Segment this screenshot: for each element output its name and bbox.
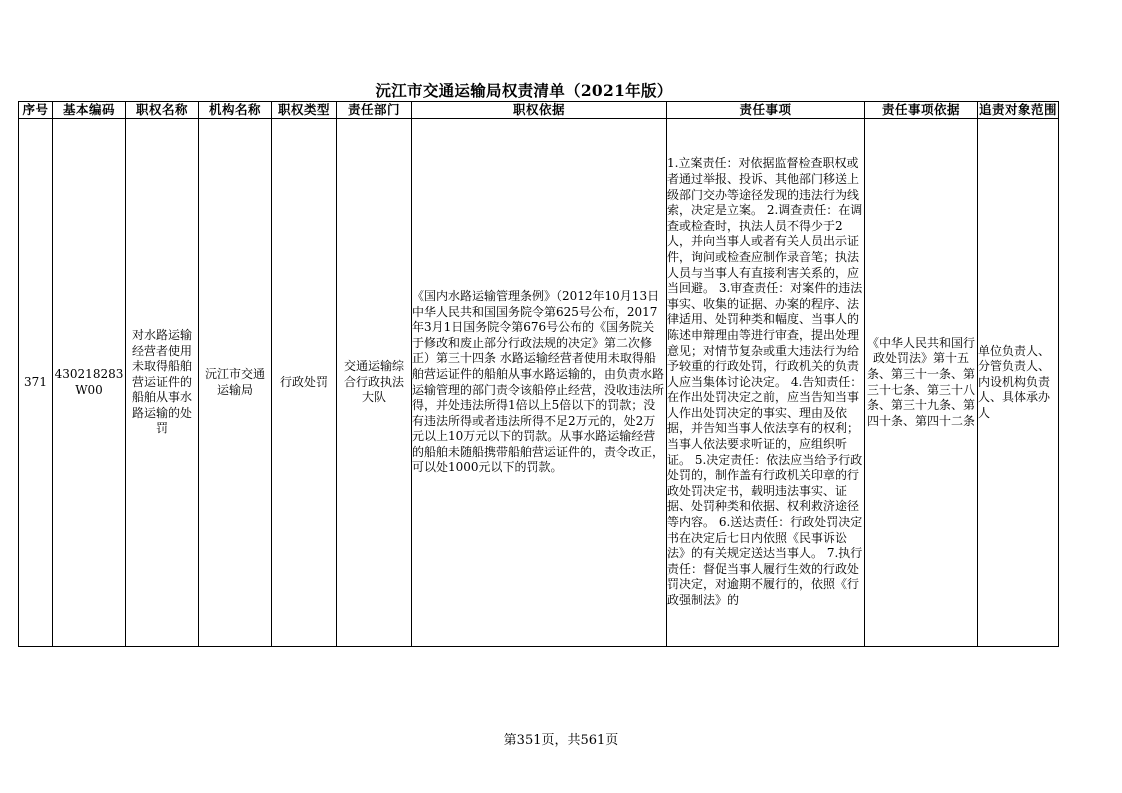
cell-duty-basis: 《中华人民共和国行政处罚法》第十五条、第三十一条、第三十七条、第三十八条、第三十九条、第四十条、第四十二条 <box>865 119 978 647</box>
cell-power-type: 行政处罚 <box>272 119 337 647</box>
cell-seq: 371 <box>19 119 53 647</box>
header-duty-basis: 责任事项依据 <box>865 102 978 119</box>
cell-dept: 交通运输综合行政执法大队 <box>337 119 412 647</box>
header-power-name: 职权名称 <box>126 102 199 119</box>
table-row <box>19 119 1059 647</box>
header-basis: 职权依据 <box>412 102 667 119</box>
cell-code: 430218283W00 <box>53 119 126 647</box>
header-code: 基本编码 <box>53 102 126 119</box>
header-org-name: 机构名称 <box>199 102 272 119</box>
document-title: 沅江市交通运输局权责清单（2021年版） <box>375 81 673 100</box>
header-power-type: 职权类型 <box>272 102 337 119</box>
cell-basis: 《国内水路运输管理条例》（2012年10月13日中华人民共和国国务院令第625号公布，2017年3月1日国务院令第676号公布的《国务院关于修改和废止部分行政法规的决定》第二次修正）第三十四条 水路运输经营者使用未取得船舶营运证件的船舶从事水路运输的，由负责水路运输管理的部门责令该船停止经营，没收违法所得，并处违法所得1倍以上5倍以下的罚款；没有违法所得或者违法所得不足2万元的，处2万元以上10万元以下的罚款。从事水路运输经营的船舶未随船携带船舶营运证件的，责令改正，可以处1000元以下的罚款。 <box>412 119 667 647</box>
page-number: 第351页，共561页 <box>503 733 619 748</box>
header-accountability-scope: 追责对象范围 <box>978 102 1057 117</box>
cell-accountability-scope: 单位负责人、分管负责人、内设机构负责人、具体承办人 <box>978 119 1059 647</box>
header-duties: 责任事项 <box>667 102 865 119</box>
cell-org-name: 沅江市交通运输局 <box>199 119 272 647</box>
cell-power-name: 对水路运输经营者使用未取得船舶营运证件的船舶从事水路运输的处罚 <box>126 119 199 647</box>
table-header-row <box>19 102 1059 119</box>
header-seq: 序号 <box>19 102 53 119</box>
header-dept: 责任部门 <box>337 102 412 119</box>
power-responsibility-table <box>18 101 1059 647</box>
cell-duties: 1.立案责任：对依据监督检查职权或者通过举报、投诉、其他部门移送上级部门交办等途径发现的违法行为线索，决定是立案。 2.调查责任：在调查或检查时，执法人员不得少于2人，并向当事人或者有关人员出示证件，询问或检查应制作录音笔；执法人员与当事人有直接利害关系的，应当回避。 3.审查责任：对案件的违法事实、收集的证据、办案的程序、法律适用、处罚种类和幅度、当事人的陈述申辩理由等进行审查，提出处理意见；对情节复杂或重大违法行为给予较重的行政处罚，行政机关的负责人应当集体讨论决定。 4.告知责任：在作出处罚决定之前，应当告知当事人作出处罚决定的事实、理由及依据，并告知当事人依法享有的权利；当事人依法要求听证的，应组织听证。 5.决定责任：依法应当给予行政处罚的，制作盖有行政机关印章的行政处罚决定书，载明违法事实、证据、处罚种类和依据、权利救济途径等内容。 6.送达责任：行政处罚决定书在决定后七日内依照《民事诉讼法》的有关规定送达当事人。 7.执行责任：督促当事人履行生效的行政处罚决定，对逾期不履行的，依照《行政强制法》的 <box>667 119 865 647</box>
